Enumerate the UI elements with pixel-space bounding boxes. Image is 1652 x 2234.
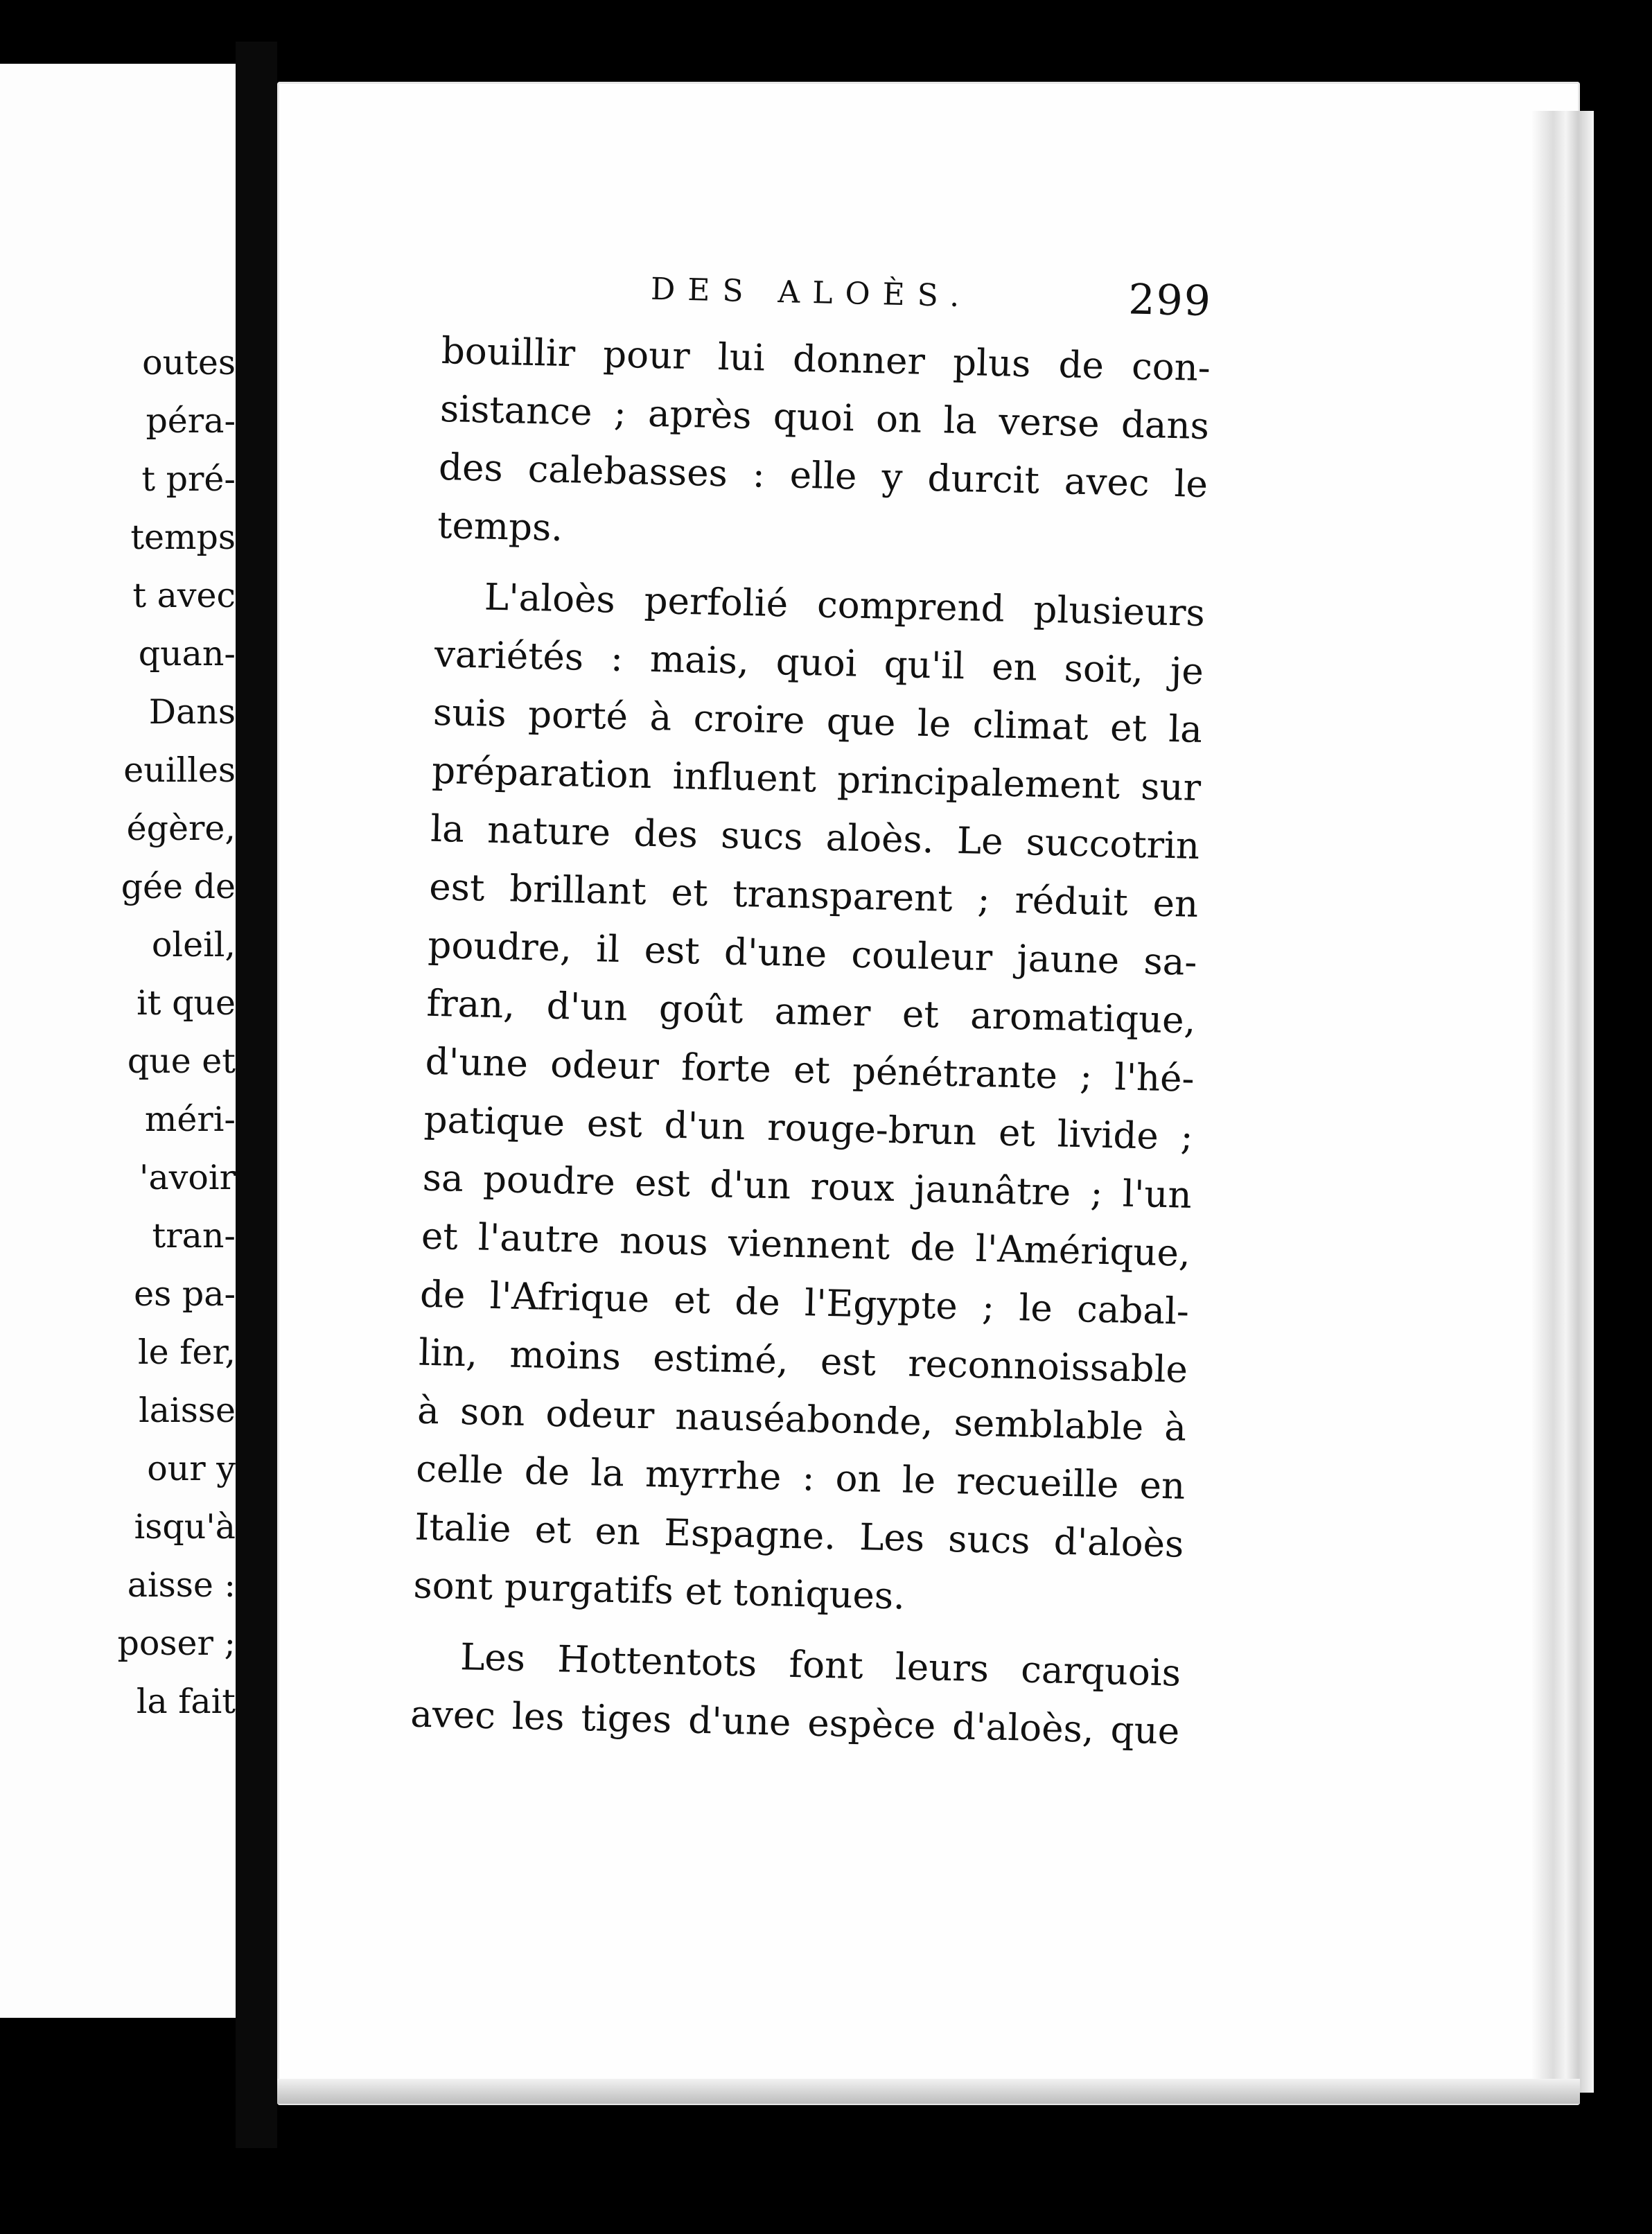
left-page <box>0 64 240 2018</box>
left-line: le fer, <box>138 1333 236 1372</box>
text-line: et l'autre nous viennent de l'Amérique, <box>421 1215 1191 1275</box>
text-line: fran, d'un goût amer et aromatique, <box>425 982 1197 1042</box>
text-line: bouillir pour lui donner plus de con- <box>441 329 1211 390</box>
left-line: temps <box>130 518 236 557</box>
text-line: sistance ; après quoi on la verse dans <box>439 387 1210 448</box>
text-line: temps. <box>437 504 563 549</box>
text-line: Les Hottentots font leurs carquois <box>459 1636 1181 1695</box>
text-line: des calebasses : elle y durcit avec le <box>438 446 1209 507</box>
left-line: t avec <box>132 576 236 615</box>
left-line: péra- <box>146 401 236 441</box>
left-line: Dans <box>148 692 236 732</box>
book-gutter <box>236 42 277 2148</box>
text-line: d'une odeur forte et pénétrante ; l'hé- <box>425 1040 1195 1100</box>
page-bottom-edge <box>277 2079 1580 2104</box>
left-line: que et <box>127 1041 236 1081</box>
text-line: sa poudre est d'un roux jaunâtre ; l'un <box>422 1156 1193 1217</box>
text-line: suis porté à croire que le climat et la <box>432 691 1203 752</box>
text-line: L'aloès perfolié comprend plusieurs <box>484 576 1206 635</box>
text-line: préparation influent principalement sur <box>431 749 1202 809</box>
text-line: Italie et en Espagne. Les sucs d'aloès <box>414 1506 1184 1566</box>
text-line: lin, moins estimé, est reconnoissable <box>418 1331 1188 1391</box>
text-line: poudre, il est d'une couleur jaune sa- <box>427 924 1197 984</box>
left-line: our y <box>147 1449 236 1488</box>
left-line: 'avoir <box>139 1158 236 1197</box>
page-edge <box>1531 111 1594 2093</box>
paragraph-3 <box>410 1627 1181 1761</box>
text-line: celle de la myrrhe : on le recueille en <box>415 1448 1186 1508</box>
text-line: patique est d'un rouge-brun et livide ; <box>423 1098 1194 1159</box>
left-line: méri- <box>144 1100 236 1139</box>
text-line: avec les tiges d'une espèce d'aloès, que <box>410 1693 1180 1753</box>
left-line: outes <box>142 343 236 382</box>
left-page-text <box>0 334 236 1731</box>
right-page-text <box>410 260 1212 1761</box>
left-line: euilles <box>123 750 236 790</box>
left-line: gée de <box>121 867 236 906</box>
left-line: quan- <box>138 634 236 674</box>
text-line: la nature des sucs aloès. Le succotrin <box>430 807 1200 868</box>
left-line: es pa- <box>134 1274 236 1314</box>
left-line: it que <box>137 983 236 1023</box>
left-line: tran- <box>152 1216 236 1256</box>
left-line: t pré- <box>141 459 236 499</box>
left-line: la fait <box>136 1682 236 1721</box>
text-line: de l'Afrique et de l'Egypte ; le cabal- <box>419 1273 1190 1333</box>
left-line: poser ; <box>117 1624 236 1663</box>
left-line: égère, <box>126 809 236 848</box>
paragraph-1 <box>437 322 1211 572</box>
text-line: est brillant et transparent ; réduit en <box>428 865 1199 926</box>
text-line: à son odeur nauséabonde, semblable à <box>416 1389 1187 1450</box>
text-line: variétés : mais, quoi qu'il en soit, je <box>434 633 1204 694</box>
paragraph-2 <box>413 568 1206 1633</box>
text-line: sont purgatifs et toniques. <box>412 1564 906 1618</box>
running-head-title: DES ALOÈS. <box>650 271 972 315</box>
page-number: 299 <box>1127 275 1213 326</box>
left-line: laisse <box>139 1391 236 1430</box>
left-line: oleil, <box>151 925 236 965</box>
left-line: isqu'à <box>134 1507 236 1547</box>
left-line: aisse : <box>127 1565 236 1605</box>
